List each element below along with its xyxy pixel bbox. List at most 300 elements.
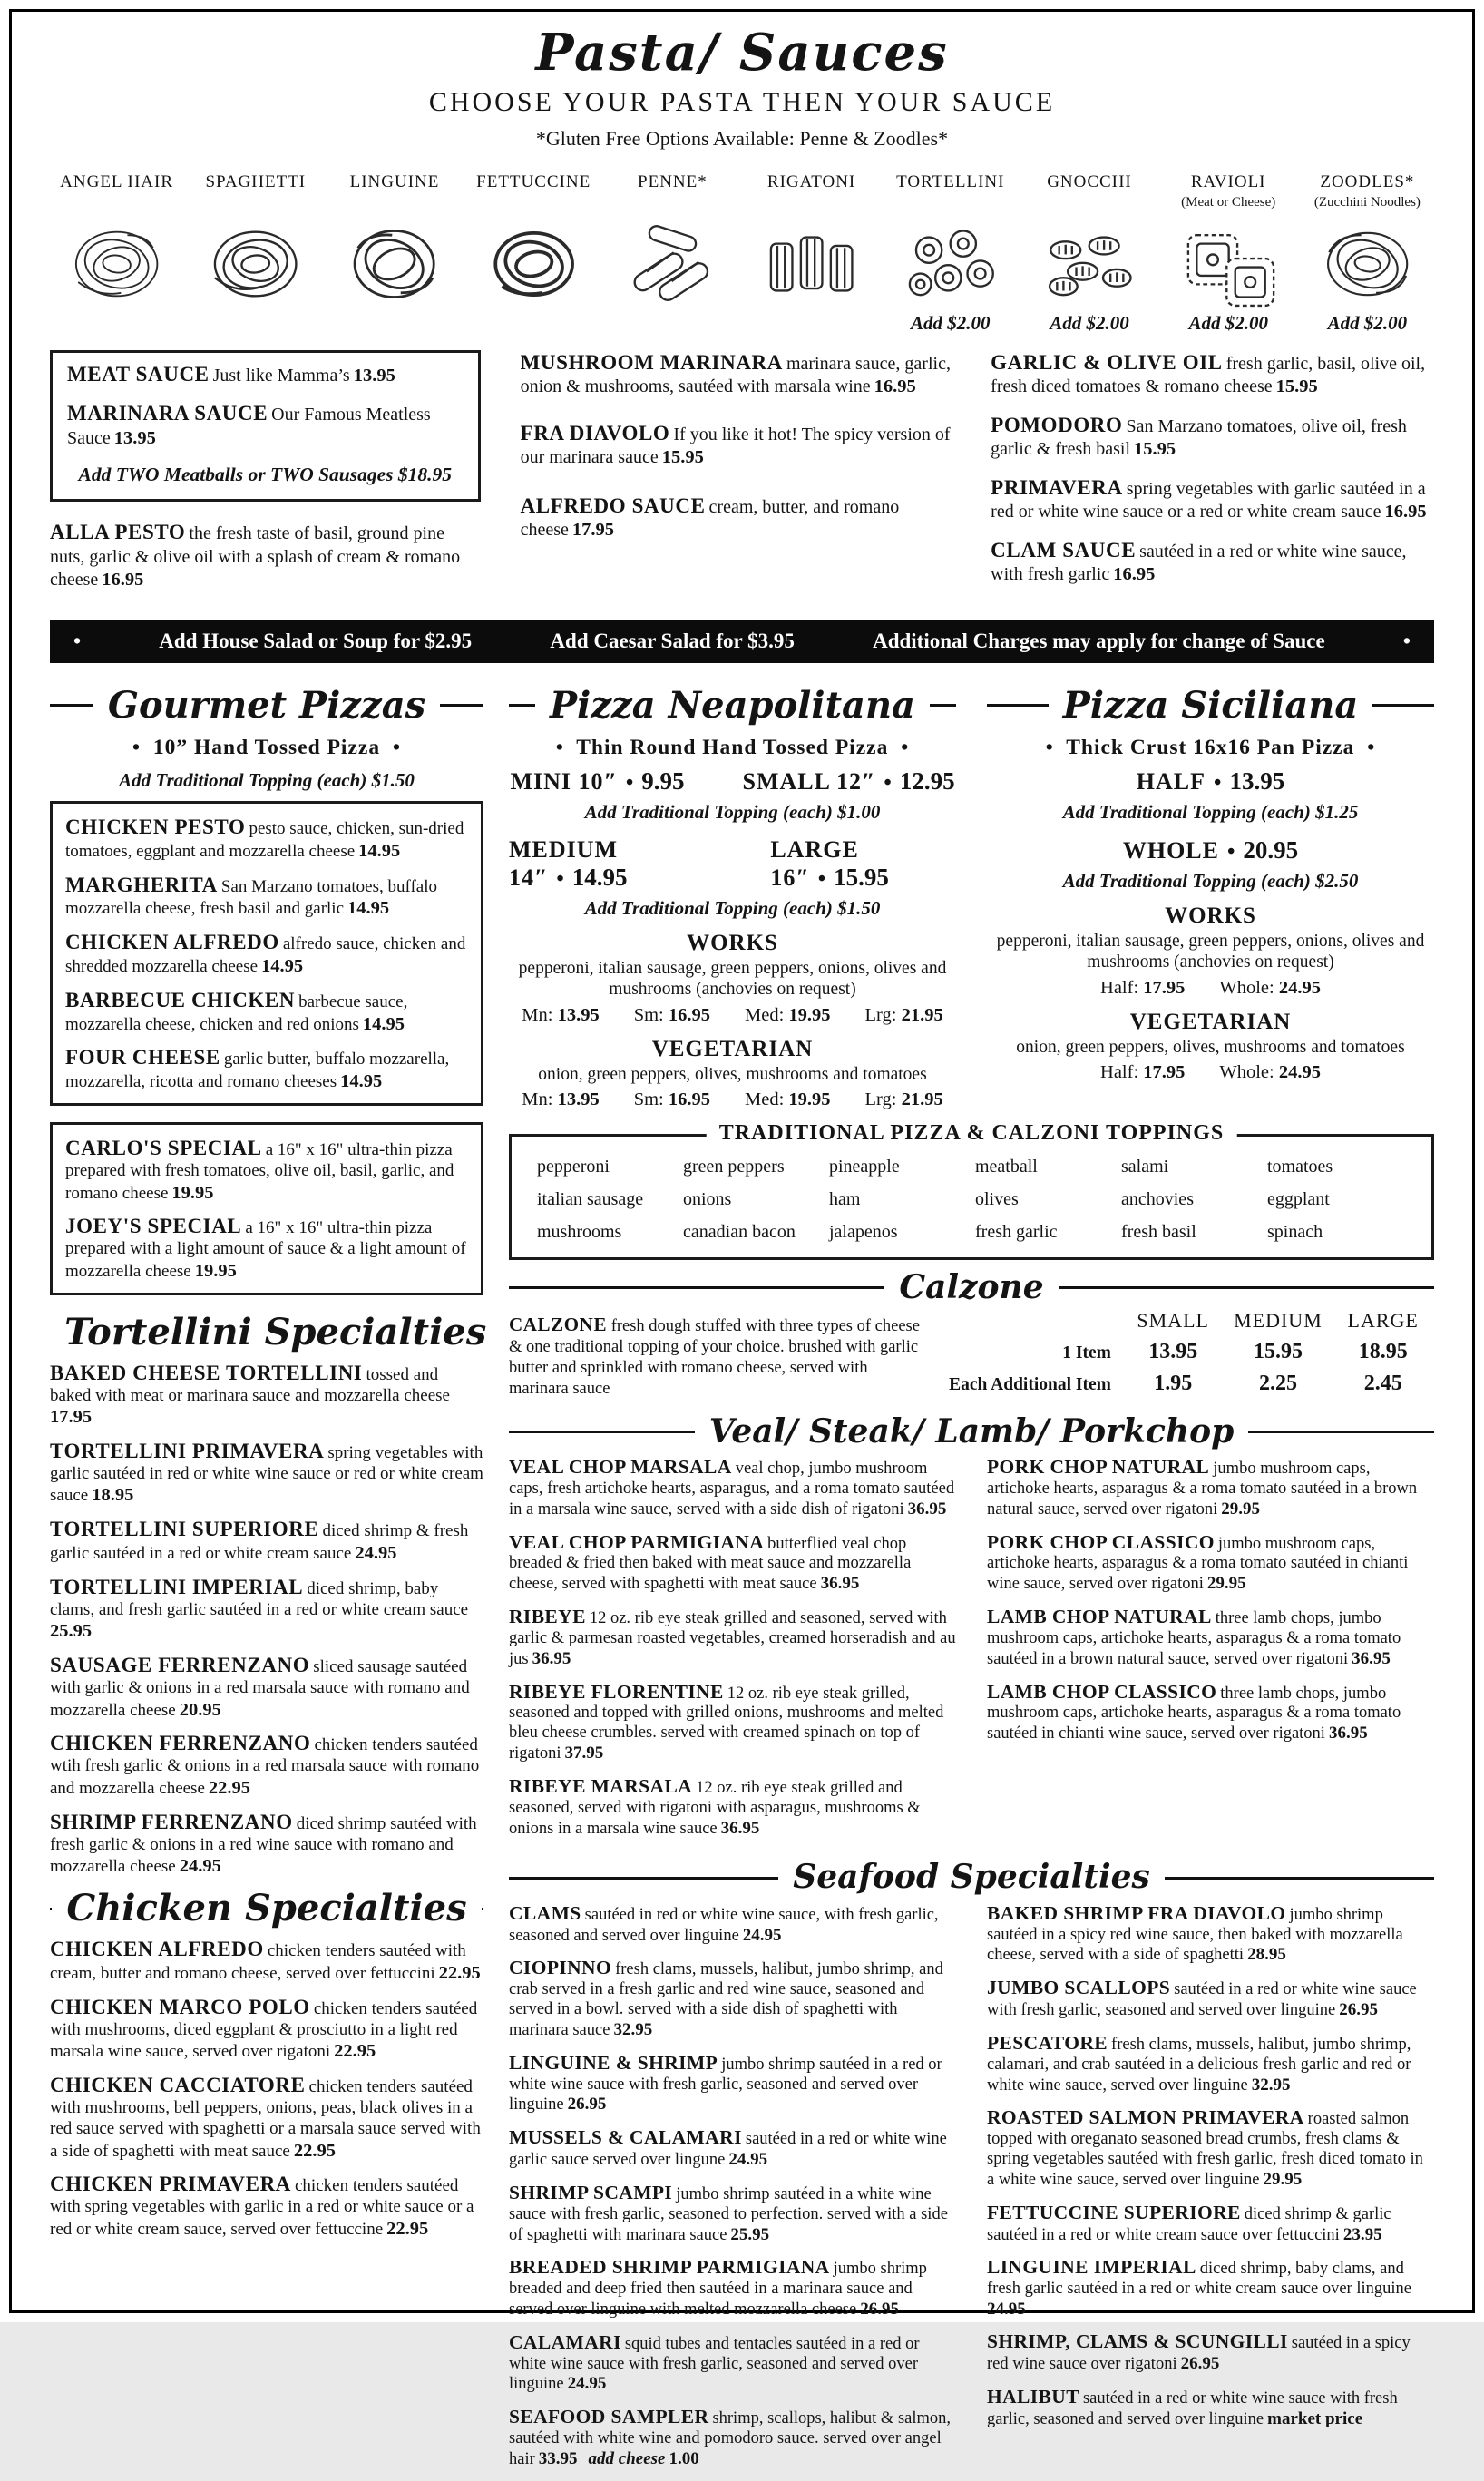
item-desc: Just like Mamma’s: [212, 365, 350, 386]
item-price: 26.95: [1339, 2000, 1379, 2020]
menu-item: [509, 2182, 956, 2245]
add-ons-banner: [50, 620, 1434, 663]
vegetarian-prices: [987, 1062, 1434, 1083]
toppings-title: TRADITIONAL PIZZA & CALZONI TOPPINGS: [707, 1121, 1237, 1146]
item-desc: If you like it hot! The spicy version of our marinara sauce: [520, 424, 951, 468]
price-pair: [1100, 978, 1185, 999]
price-pair: [745, 1089, 831, 1110]
price-value: 16.95: [668, 1089, 710, 1110]
pasta-type: [745, 172, 878, 337]
toppings-box: [509, 1121, 1434, 1260]
vegetarian-desc: onion, green peppers, olives, mushrooms and tomatoes: [1016, 1037, 1405, 1057]
item-desc: fresh clams, mussels, halibut, jumbo shrimp, and crab served in a fresh garlic and red wine sauce, seasoned and served in a bowl. served with a side dish of spaghetti with marinara sauce: [509, 1960, 943, 2039]
calzone-body: [509, 1309, 1434, 1401]
item-name: CIOPINNO: [509, 1957, 612, 1979]
chicken-specialties-header: [50, 1888, 483, 1929]
section-title: Veal/ Steak/ Lamb/ Porkchop: [708, 1411, 1235, 1451]
menu-item: [991, 475, 1434, 524]
item-desc: jumbo shrimp sautéed in a spicy red wine sauce, then baked with mozzarella cheese, served with a side of spaghetti: [987, 1905, 1403, 1965]
size-price: [1137, 767, 1284, 796]
pasta-name: RAVIOLI: [1190, 171, 1266, 191]
item-name: CHICKEN CACCIATORE: [50, 2074, 306, 2097]
item-desc: spring vegetables with garlic sautéed in a red or white wine sauce or a red or white cream sauce: [991, 478, 1426, 523]
siciliana-header: [987, 685, 1434, 727]
item-name: TORTELLINI PRIMAVERA: [50, 1439, 325, 1462]
item-desc: 12 oz. rib eye steak grilled and seasoned, served with garlic & parmesan roasted vegetables, creamed horseradish and au jus: [509, 1609, 956, 1668]
item-name: MARGHERITA: [65, 873, 218, 896]
house-sauces-box: [50, 350, 481, 502]
column-header: LARGE: [1347, 1308, 1419, 1332]
price-value: 17.95: [1143, 1062, 1186, 1083]
pasta-name: ANGEL HAIR: [60, 171, 174, 191]
item-name: SHRIMP, CLAMS & SCUNGILLI: [987, 2330, 1288, 2353]
dot: •: [1226, 839, 1235, 864]
item-price: 24.95: [179, 1856, 221, 1877]
price-pair: [522, 1005, 599, 1026]
pasta-type: [467, 172, 600, 337]
item-desc: San Marzano tomatoes, olive oil, fresh garlic & fresh basil: [991, 415, 1407, 460]
item-desc: jumbo shrimp sautéed in a red or white wine sauce with fresh garlic, seasoned and served over linguine: [509, 2055, 942, 2115]
pasta-type: [189, 172, 322, 337]
item-name: SHRIMP FERRENZANO: [50, 1810, 293, 1833]
dot: •: [556, 866, 564, 891]
item-price: 26.95: [567, 2095, 607, 2115]
item-name: MEAT SAUCE: [67, 362, 210, 386]
pasta-surcharge: [467, 312, 600, 337]
item-price: 17.95: [50, 1407, 93, 1428]
topping: pepperoni: [537, 1157, 610, 1177]
pasta-surcharge: Add $2.00: [1188, 311, 1268, 334]
meatballs-note: Add TWO Meatballs or TWO Sausages $18.95: [78, 464, 453, 486]
item-name: LAMB CHOP CLASSICO: [987, 1680, 1217, 1703]
item-price: 36.95: [1352, 1648, 1391, 1668]
pasta-subnote: [327, 192, 461, 212]
size-price: [1123, 836, 1298, 864]
pasta-type: [1301, 172, 1434, 337]
menu-item: [50, 1361, 483, 1429]
row-label: Each Additional Item: [949, 1375, 1111, 1395]
item-price: 25.95: [50, 1621, 93, 1642]
item-price: 15.95: [1134, 439, 1176, 460]
pasta-subnote: (Zucchini Noodles): [1313, 194, 1421, 210]
page-title: Pasta/ Sauces: [535, 23, 949, 83]
banner-text: Add House Salad or Soup for $2.95: [159, 629, 473, 652]
pasta-surcharge: [606, 312, 739, 337]
item-desc: three lamb chops, jumbo mushroom caps, artichoke hearts, asparagus & a roma tomato sautéed in chianti wine sauce, served over rigatoni: [987, 1684, 1401, 1744]
menu-item: [509, 1902, 956, 1947]
menu-item: [521, 493, 952, 542]
price-value: 19.95: [788, 1089, 831, 1110]
topping: green peppers: [683, 1157, 785, 1177]
item-price: 18.95: [92, 1485, 134, 1506]
menu-item: [521, 421, 952, 470]
topping: meatball: [975, 1157, 1038, 1177]
size-price-value: 13.95: [1229, 767, 1285, 795]
item-desc: a 16" x 16" ultra-thin pizza prepared with fresh tomatoes, olive oil, basil, garlic, and romano cheese: [65, 1139, 454, 1203]
item-name: MUSHROOM MARINARA: [520, 350, 783, 374]
size-price-value: 15.95: [834, 863, 889, 891]
menu-item: [50, 2172, 483, 2240]
item-desc: sautéed in red or white wine sauce, with fresh garlic, seasoned and served over linguine: [509, 1905, 939, 1945]
rigatoni-illustration: [747, 216, 875, 312]
item-desc: chicken tenders sautéed with cream, butter and romano cheese, served over fettuccini: [50, 1941, 466, 1984]
price-value: 13.95: [557, 1004, 600, 1025]
item-name: SAUSAGE FERRENZANO: [50, 1654, 310, 1677]
item-name: CHICKEN FERRENZANO: [50, 1732, 311, 1755]
item-desc: chicken tenders sautéed wtih fresh garlic & onions in a red marsala sauce with romano and mozzarella cheese: [50, 1735, 480, 1799]
pasta-type: [327, 172, 461, 337]
price-label: Mn:: [522, 1004, 553, 1025]
item-price: 29.95: [1263, 2169, 1303, 2189]
item-desc: sautéed in a red or white wine sauce with fresh garlic, seasoned and served over linguine: [987, 1980, 1417, 2020]
item-price: 25.95: [730, 2224, 770, 2244]
topping-note: Add Traditional Topping (each) $1.25: [1062, 800, 1359, 823]
price-label: Sm:: [633, 1004, 664, 1025]
pasta-subnote: [189, 192, 322, 212]
item-desc: barbecue sauce, mozzarella cheese, chicken and red onions: [65, 991, 408, 1034]
pasta-name: TORTELLINI: [896, 171, 1005, 191]
menu-item: [991, 538, 1434, 587]
dot: •: [884, 770, 892, 795]
menu-item: [50, 1439, 483, 1507]
seafood-col-right: [987, 1902, 1434, 2481]
menu-item: [65, 1045, 468, 1093]
extra-price: 1.00: [669, 2448, 699, 2468]
column-header: SMALL: [1137, 1308, 1209, 1332]
item-name: POMODORO: [991, 413, 1123, 436]
cell-value: 2.25: [1258, 1372, 1297, 1396]
veal-steak-header: [509, 1413, 1434, 1451]
item-price: 24.95: [355, 1543, 397, 1564]
price-pair: [634, 1005, 710, 1026]
size-label: HALF: [1136, 767, 1206, 795]
item-desc: San Marzano tomatoes, buffalo mozzarella cheese, fresh basil and garlic: [65, 876, 437, 919]
neapolitana-header: [509, 685, 956, 727]
pasta-name: GNOCCHI: [1047, 171, 1132, 191]
item-name: BAKED CHEESE TORTELLINI: [50, 1361, 363, 1384]
price-value: 17.95: [1143, 977, 1186, 998]
item-desc: jumbo mushroom caps, artichoke hearts, asparagus & a roma tomato sautéed in chianti wine sauce, served over rigatoni: [987, 1534, 1409, 1594]
item-name: ROASTED SALMON PRIMAVERA: [987, 2106, 1304, 2129]
item-price: 22.95: [208, 1778, 251, 1799]
menu-item: [509, 1775, 956, 1839]
menu-item: [987, 1977, 1434, 2021]
item-price: 14.95: [362, 1013, 405, 1034]
item-desc: spring vegetables with garlic sautéed in red or white wine sauce or red or white cream sauce: [50, 1442, 483, 1506]
topping: ham: [829, 1189, 861, 1210]
linguine-illustration: [330, 216, 458, 312]
menu-item: [50, 1575, 483, 1643]
item-price: 32.95: [613, 2019, 653, 2039]
topping: pineapple: [829, 1157, 900, 1177]
price-label: Mn:: [522, 1089, 553, 1110]
topping: tomatoes: [1267, 1157, 1333, 1177]
works-prices: [987, 978, 1434, 999]
item-price: 23.95: [1342, 2224, 1382, 2244]
item-price: 16.95: [102, 569, 144, 590]
item-name: CARLO'S SPECIAL: [65, 1136, 262, 1159]
size-label: WHOLE: [1122, 836, 1219, 864]
menu-item: [509, 2331, 956, 2395]
item-name: PORK CHOP NATURAL: [987, 1456, 1210, 1479]
veal-columns: [509, 1456, 1434, 1850]
page-content: [12, 12, 1472, 2468]
item-desc: diced shrimp, baby clams, and fresh garlic sautéed in a red or white cream sauce over linguine: [987, 2260, 1411, 2299]
item-price: 14.95: [347, 898, 390, 919]
size-price: [770, 836, 956, 892]
item-desc: tossed and baked with meat or marinara sauce and mozzarella cheese: [50, 1364, 450, 1405]
toppings-grid: [537, 1153, 1406, 1254]
dot: •: [1214, 770, 1222, 795]
lower-sections: [50, 681, 1434, 2481]
pasta-surcharge: Add $2.00: [911, 311, 991, 334]
menu-item: [67, 362, 464, 388]
item-desc: chicken tenders sautéed with spring vegetables with garlic in a red or white sauce or a red or white cream sauce, served over fettuccine: [50, 2176, 474, 2239]
section-title: Calzone: [899, 1268, 1044, 1307]
price-pair: [1219, 978, 1321, 999]
item-price: 16.95: [1113, 564, 1156, 585]
topping: onions: [683, 1189, 732, 1210]
item-desc: the fresh taste of basil, ground pine nuts, garlic & olive oil with a splash of cream & romano cheese: [50, 523, 461, 590]
item-name: FETTUCCINE SUPERIORE: [987, 2201, 1241, 2223]
item-price: 33.95: [538, 2448, 578, 2468]
tagline-text: Thin Round Hand Tossed Pizza: [576, 735, 889, 759]
seafood-columns: [509, 1902, 1434, 2481]
item-name: BAKED SHRIMP FRA DIAVOLO: [987, 1901, 1286, 1924]
item-desc: fresh garlic, basil, olive oil, fresh diced tomatoes & romano cheese: [991, 353, 1426, 397]
menu-item: [50, 2073, 483, 2162]
banner-bullet: •: [73, 629, 82, 652]
row-label: 1 Item: [1062, 1343, 1111, 1363]
pizza-siciliana: [987, 681, 1434, 1110]
size-price-value: 9.95: [641, 767, 685, 795]
item-price: 14.95: [340, 1071, 383, 1092]
ravioli-illustration: [1165, 216, 1293, 312]
neapolitana-tagline: [509, 736, 956, 760]
item-desc: squid tubes and tentacles sautéed in a red or white wine sauce with fresh garlic, seasoned and served over linguine: [509, 2334, 920, 2394]
price-label: Half:: [1100, 977, 1139, 998]
item-price: 36.95: [907, 1499, 947, 1519]
pasta-types-row: [50, 172, 1434, 337]
item-name: ALLA PESTO: [50, 521, 186, 544]
menu-item: [65, 873, 468, 921]
item-price: 24.95: [567, 2374, 607, 2394]
gnocchi-illustration: [1025, 216, 1153, 312]
item-name: PORK CHOP CLASSICO: [987, 1530, 1215, 1553]
topping: anchovies: [1121, 1189, 1194, 1210]
menu-item: [65, 988, 468, 1036]
menu-item: [987, 2386, 1434, 2430]
item-price: 24.95: [742, 1925, 782, 1945]
item-desc: 12 oz. rib eye steak grilled, seasoned and topped with grilled onions, mushrooms and melted bleu cheese crumbles. served with creamed spinach on top of rigatoni: [509, 1684, 944, 1763]
menu-item: [65, 930, 468, 978]
menu-item: [67, 401, 464, 450]
menu-item: [987, 2256, 1434, 2320]
spaghetti-illustration: [191, 216, 319, 312]
menu-item: [50, 520, 481, 591]
topping: olives: [975, 1189, 1019, 1210]
item-desc: veal chop, jumbo mushroom caps, fresh artichoke hearts, asparagus, and a roma tomato sautéed in a marsala wine sauce, served with a side dish of rigatoni: [509, 1460, 955, 1519]
item-price: 26.95: [860, 2299, 899, 2319]
works-title: WORKS: [687, 930, 778, 955]
item-name: MARINARA SAUCE: [67, 402, 268, 425]
item-name: BREADED SHRIMP PARMIGIANA: [509, 2256, 830, 2279]
cell-value: 15.95: [1253, 1339, 1303, 1363]
item-desc: garlic butter, buffalo mozzarella, mozzarella, ricotta and romano cheeses: [65, 1050, 450, 1092]
item-desc: fresh dough stuffed with three types of cheese & one traditional topping of your choice. brushed with garlic butter and sprinkled with romano cheese, served with marinara sauce: [509, 1316, 920, 1399]
gourmet-pizzas-header: [50, 685, 483, 727]
item-price: 26.95: [1180, 2354, 1220, 2374]
fettuccine-illustration: [470, 216, 598, 312]
section-title: Pizza Siciliana: [1062, 683, 1359, 727]
size-price: [509, 836, 712, 892]
item-price: 19.95: [171, 1182, 214, 1203]
vegetarian-desc: onion, green peppers, olives, mushrooms and tomatoes: [538, 1064, 927, 1084]
menu-item: [987, 2330, 1434, 2375]
item-desc: chicken tenders sautéed with mushrooms, diced eggplant & prosciutto in a light red marsala wine sauce, served over rigatoni: [50, 1998, 478, 2062]
size-label: SMALL 12″: [742, 767, 876, 795]
item-desc: diced shrimp sautéed with fresh garlic & onions in a red wine sauce with romano and mozzarella cheese: [50, 1813, 477, 1877]
item-name: JUMBO SCALLOPS: [987, 1977, 1171, 1999]
item-desc: sautéed in a red or white wine sauce with fresh garlic, seasoned and served over linguine: [987, 2389, 1398, 2428]
size-price-row: [509, 836, 956, 892]
item-name: CLAMS: [509, 1901, 581, 1924]
size-price-value: 14.95: [571, 863, 628, 891]
pasta-subnote: [884, 192, 1017, 212]
tagline-text: 10” Hand Tossed Pizza: [152, 735, 381, 759]
item-name: VEAL CHOP MARSALA: [509, 1456, 732, 1479]
item-name: TORTELLINI SUPERIORE: [50, 1518, 319, 1541]
menu-item: [509, 1531, 956, 1595]
banner-text: Additional Charges may apply for change of Sauce: [873, 629, 1325, 652]
price-value: 16.95: [668, 1004, 710, 1025]
item-price: 24.95: [728, 2150, 768, 2170]
item-desc: butterflied veal chop breaded & fried then baked with meat sauce and mozzarella cheese, served with spaghetti with meat sauce: [509, 1534, 912, 1594]
item-desc: sliced sausage sautéed with garlic & onions in a red marsala sauce with romano and mozzarella cheese: [50, 1657, 470, 1720]
item-price: 22.95: [334, 2041, 376, 2062]
pasta-name: FETTUCCINE: [476, 171, 591, 191]
item-desc: jumbo shrimp sautéed in a white wine sauce with fresh garlic, seasoned to perfection. served with a side of spaghetti with marinara sauce: [509, 2184, 948, 2244]
item-name: GARLIC & OLIVE OIL: [991, 350, 1223, 374]
item-price: 36.95: [820, 1574, 860, 1594]
menu-item: [65, 1214, 468, 1282]
item-desc: sautéed in a spicy red wine sauce over rigatoni: [987, 2334, 1411, 2374]
item-desc: shrimp, scallops, halibut & salmon, sautéed with white wine and pomodoro sauce. served over angel hair: [509, 2409, 952, 2468]
item-desc: roasted salmon topped with oreganato seasoned bread crumbs, fresh clams & spring vegetables sautéed with fresh garlic, fresh diced tomato in a white wine sauce, served over linguine: [987, 2110, 1423, 2189]
item-price: 22.95: [386, 2219, 429, 2239]
topping: salami: [1121, 1157, 1169, 1177]
item-price: 16.95: [874, 376, 916, 397]
gourmet-topping-note: Add Traditional Topping (each) $1.50: [119, 768, 415, 791]
size-label: MINI 10″: [510, 767, 618, 795]
item-desc: pesto sauce, chicken, sun-dried tomatoes, eggplant and mozzarella cheese: [65, 818, 464, 861]
pasta-surcharge: [189, 312, 322, 337]
menu-item: [987, 1681, 1434, 1744]
zoodles-illustration: [1303, 216, 1431, 312]
item-name: RIBEYE FLORENTINE: [509, 1680, 724, 1703]
item-name: CLAM SAUCE: [991, 538, 1137, 562]
pasta-type: [1022, 172, 1156, 337]
pasta-subnote: [745, 192, 878, 212]
item-price: 22.95: [438, 1963, 481, 1984]
vegetarian-prices: [509, 1089, 956, 1110]
topping: canadian bacon: [683, 1222, 796, 1243]
sauces-col-right: [991, 350, 1434, 605]
tagline-text: Thick Crust 16x16 Pan Pizza: [1066, 735, 1355, 759]
price-value: 19.95: [788, 1004, 831, 1025]
topping-note: Add Traditional Topping (each) $2.50: [1062, 869, 1359, 892]
item-desc: sautéed in a red or white wine garlic sauce served over lingune: [509, 2130, 947, 2170]
tortellini-items: [50, 1361, 483, 1879]
pasta-type: [50, 172, 183, 337]
tortellini-illustration: [886, 216, 1014, 312]
pasta-name: ZOODLES*: [1320, 171, 1415, 191]
item-desc: Our Famous Meatless Sauce: [67, 405, 431, 448]
menu-item: [991, 350, 1434, 399]
item-name: JOEY'S SPECIAL: [65, 1215, 242, 1238]
item-name: CALZONE: [509, 1313, 608, 1335]
topping: fresh garlic: [975, 1222, 1058, 1243]
item-name: TORTELLINI IMPERIAL: [50, 1575, 304, 1598]
menu-item: [509, 2256, 956, 2320]
size-price: [510, 767, 684, 796]
menu-item: [987, 2032, 1434, 2095]
item-desc: diced shrimp, baby clams, and fresh garlic sautéed in a red or white cream sauce: [50, 1578, 469, 1619]
pasta-subnote: (Meat or Cheese): [1181, 194, 1276, 210]
price-label: Whole:: [1219, 977, 1274, 998]
vegetarian-title: VEGETARIAN: [651, 1036, 814, 1061]
gourmet-tagline: [50, 736, 483, 760]
pizza-columns: [509, 681, 1434, 1110]
section-title: Seafood Specialties: [793, 1858, 1150, 1897]
item-name: VEAL CHOP PARMIGIANA: [509, 1530, 765, 1553]
item-desc: three lamb chops, jumbo mushroom caps, artichoke hearts, asparagus & a roma tomato sautéed in a brown natural sauce, served over rigatoni: [987, 1609, 1401, 1668]
item-price: 16.95: [1384, 502, 1427, 523]
gluten-free-note: *Gluten Free Options Available: Penne & Zoodles*: [535, 126, 949, 150]
item-name: PESCATORE: [987, 2031, 1108, 2054]
item-price: 36.95: [1328, 1724, 1368, 1744]
pasta-name: PENNE*: [638, 171, 708, 191]
menu-item: [991, 413, 1434, 462]
price-label: Lrg:: [864, 1004, 897, 1025]
item-desc: cream, butter, and romano cheese: [520, 496, 900, 541]
gourmet-items-box: [50, 801, 483, 1106]
pasta-subnote: [467, 192, 600, 212]
menu-item: [65, 815, 468, 863]
chicken-items: [50, 1937, 483, 2241]
topping: spinach: [1267, 1222, 1323, 1243]
pasta-subnote: [1022, 192, 1156, 212]
price-value: 21.95: [901, 1004, 943, 1025]
sauces-col-middle: [521, 350, 952, 605]
item-price: 29.95: [1206, 1574, 1246, 1594]
menu-item: [50, 1731, 483, 1799]
pasta-surcharge: [50, 312, 183, 337]
item-name: CALAMARI: [509, 2330, 621, 2353]
cell-value: 13.95: [1148, 1339, 1198, 1363]
item-name: SHRIMP SCAMPI: [509, 2181, 673, 2203]
item-name: ALFREDO SAUCE: [520, 493, 706, 517]
angel-hair-illustration: [53, 216, 181, 312]
item-name: HALIBUT: [987, 2386, 1079, 2408]
price-value: 21.95: [901, 1089, 943, 1110]
price-value: 24.95: [1278, 1062, 1321, 1083]
vegetarian-title: VEGETARIAN: [1129, 1009, 1292, 1034]
size-label: LARGE 16″: [770, 835, 859, 891]
column-header: MEDIUM: [1234, 1308, 1323, 1332]
menu-item: [987, 1606, 1434, 1669]
item-name: LAMB CHOP NATURAL: [987, 1606, 1212, 1628]
